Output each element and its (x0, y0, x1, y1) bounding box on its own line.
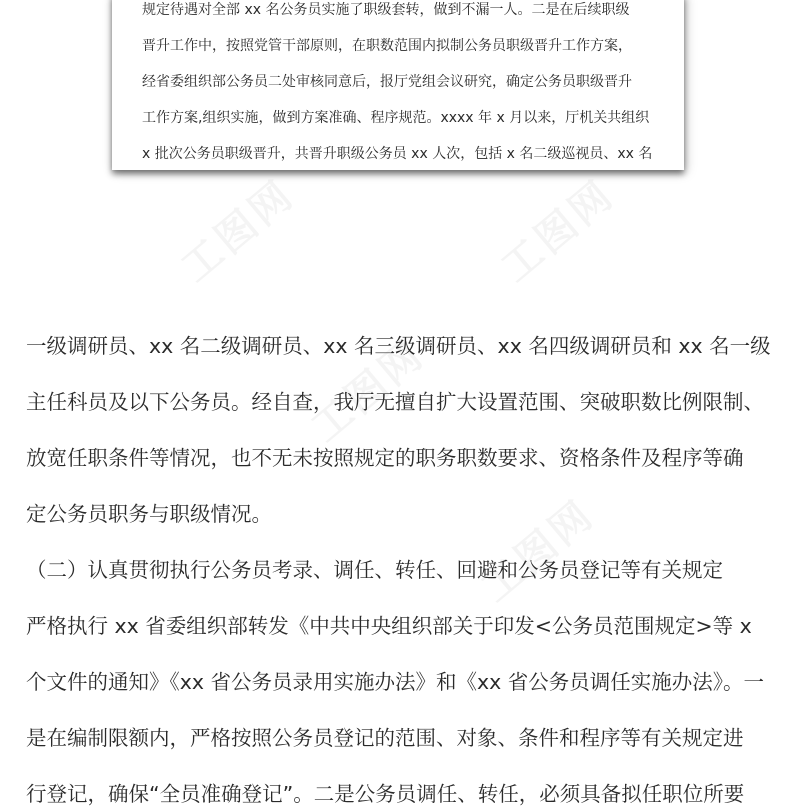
body-text-line: 是在编制限额内，严格按照公务员登记的范围、对象、条件和程序等有关规定进 (26, 726, 744, 750)
document-page-card (112, 0, 684, 170)
body-text-line: 严格执行 xx 省委组织部转发《中共中央组织部关于印发<公务员范围规定>等 x (26, 614, 752, 638)
body-text-line: 放宽任职条件等情况，也不无未按照规定的职务职数要求、资格条件及程序等确 (26, 446, 744, 470)
card-text-line: x 批次公务员职级晋升，共晋升职级公务员 xx 人次，包括 x 名二级巡视员、xx 名 (142, 146, 653, 162)
body-text-line: 一级调研员、xx 名二级调研员、xx 名三级调研员、xx 名四级调研员和 xx 名一级 (26, 334, 771, 358)
card-text-line: 工作方案,组织实施，做到方案准确、程序规范。xxxx 年 x 月以来，厅机关共组织 (142, 110, 650, 126)
watermark (487, 164, 625, 293)
body-text-line: 定公务员职务与职级情况。 (26, 502, 272, 526)
card-text-line: 晋升工作中，按照党管干部原则，在职数范围内拟制公务员职级晋升工作方案， (142, 38, 632, 54)
card-text-line: 规定待遇对全部 xx 名公务员实施了职级套转，做到不漏一人。二是在后续职级 (142, 2, 630, 18)
body-text-line: 行登记，确保“全员准确登记”。二是公务员调任、转任，必须具备拟任职位所要 (26, 782, 745, 806)
body-text-line: 个文件的通知》《xx 省公务员录用实施办法》和《xx 省公务员调任实施办法》。一 (26, 670, 765, 694)
section-heading: （二）认真贯彻执行公务员考录、调任、转任、回避和公务员登记等有关规定 (26, 558, 723, 582)
card-text-line: 经省委组织部公务员二处审核同意后，报厅党组会议研究，确定公务员职级晋升 (142, 74, 632, 90)
watermark (167, 164, 305, 293)
body-text-line: 主任科员及以下公务员。经自查，我厅无擅自扩大设置范围、突破职数比例限制、 (26, 390, 764, 414)
